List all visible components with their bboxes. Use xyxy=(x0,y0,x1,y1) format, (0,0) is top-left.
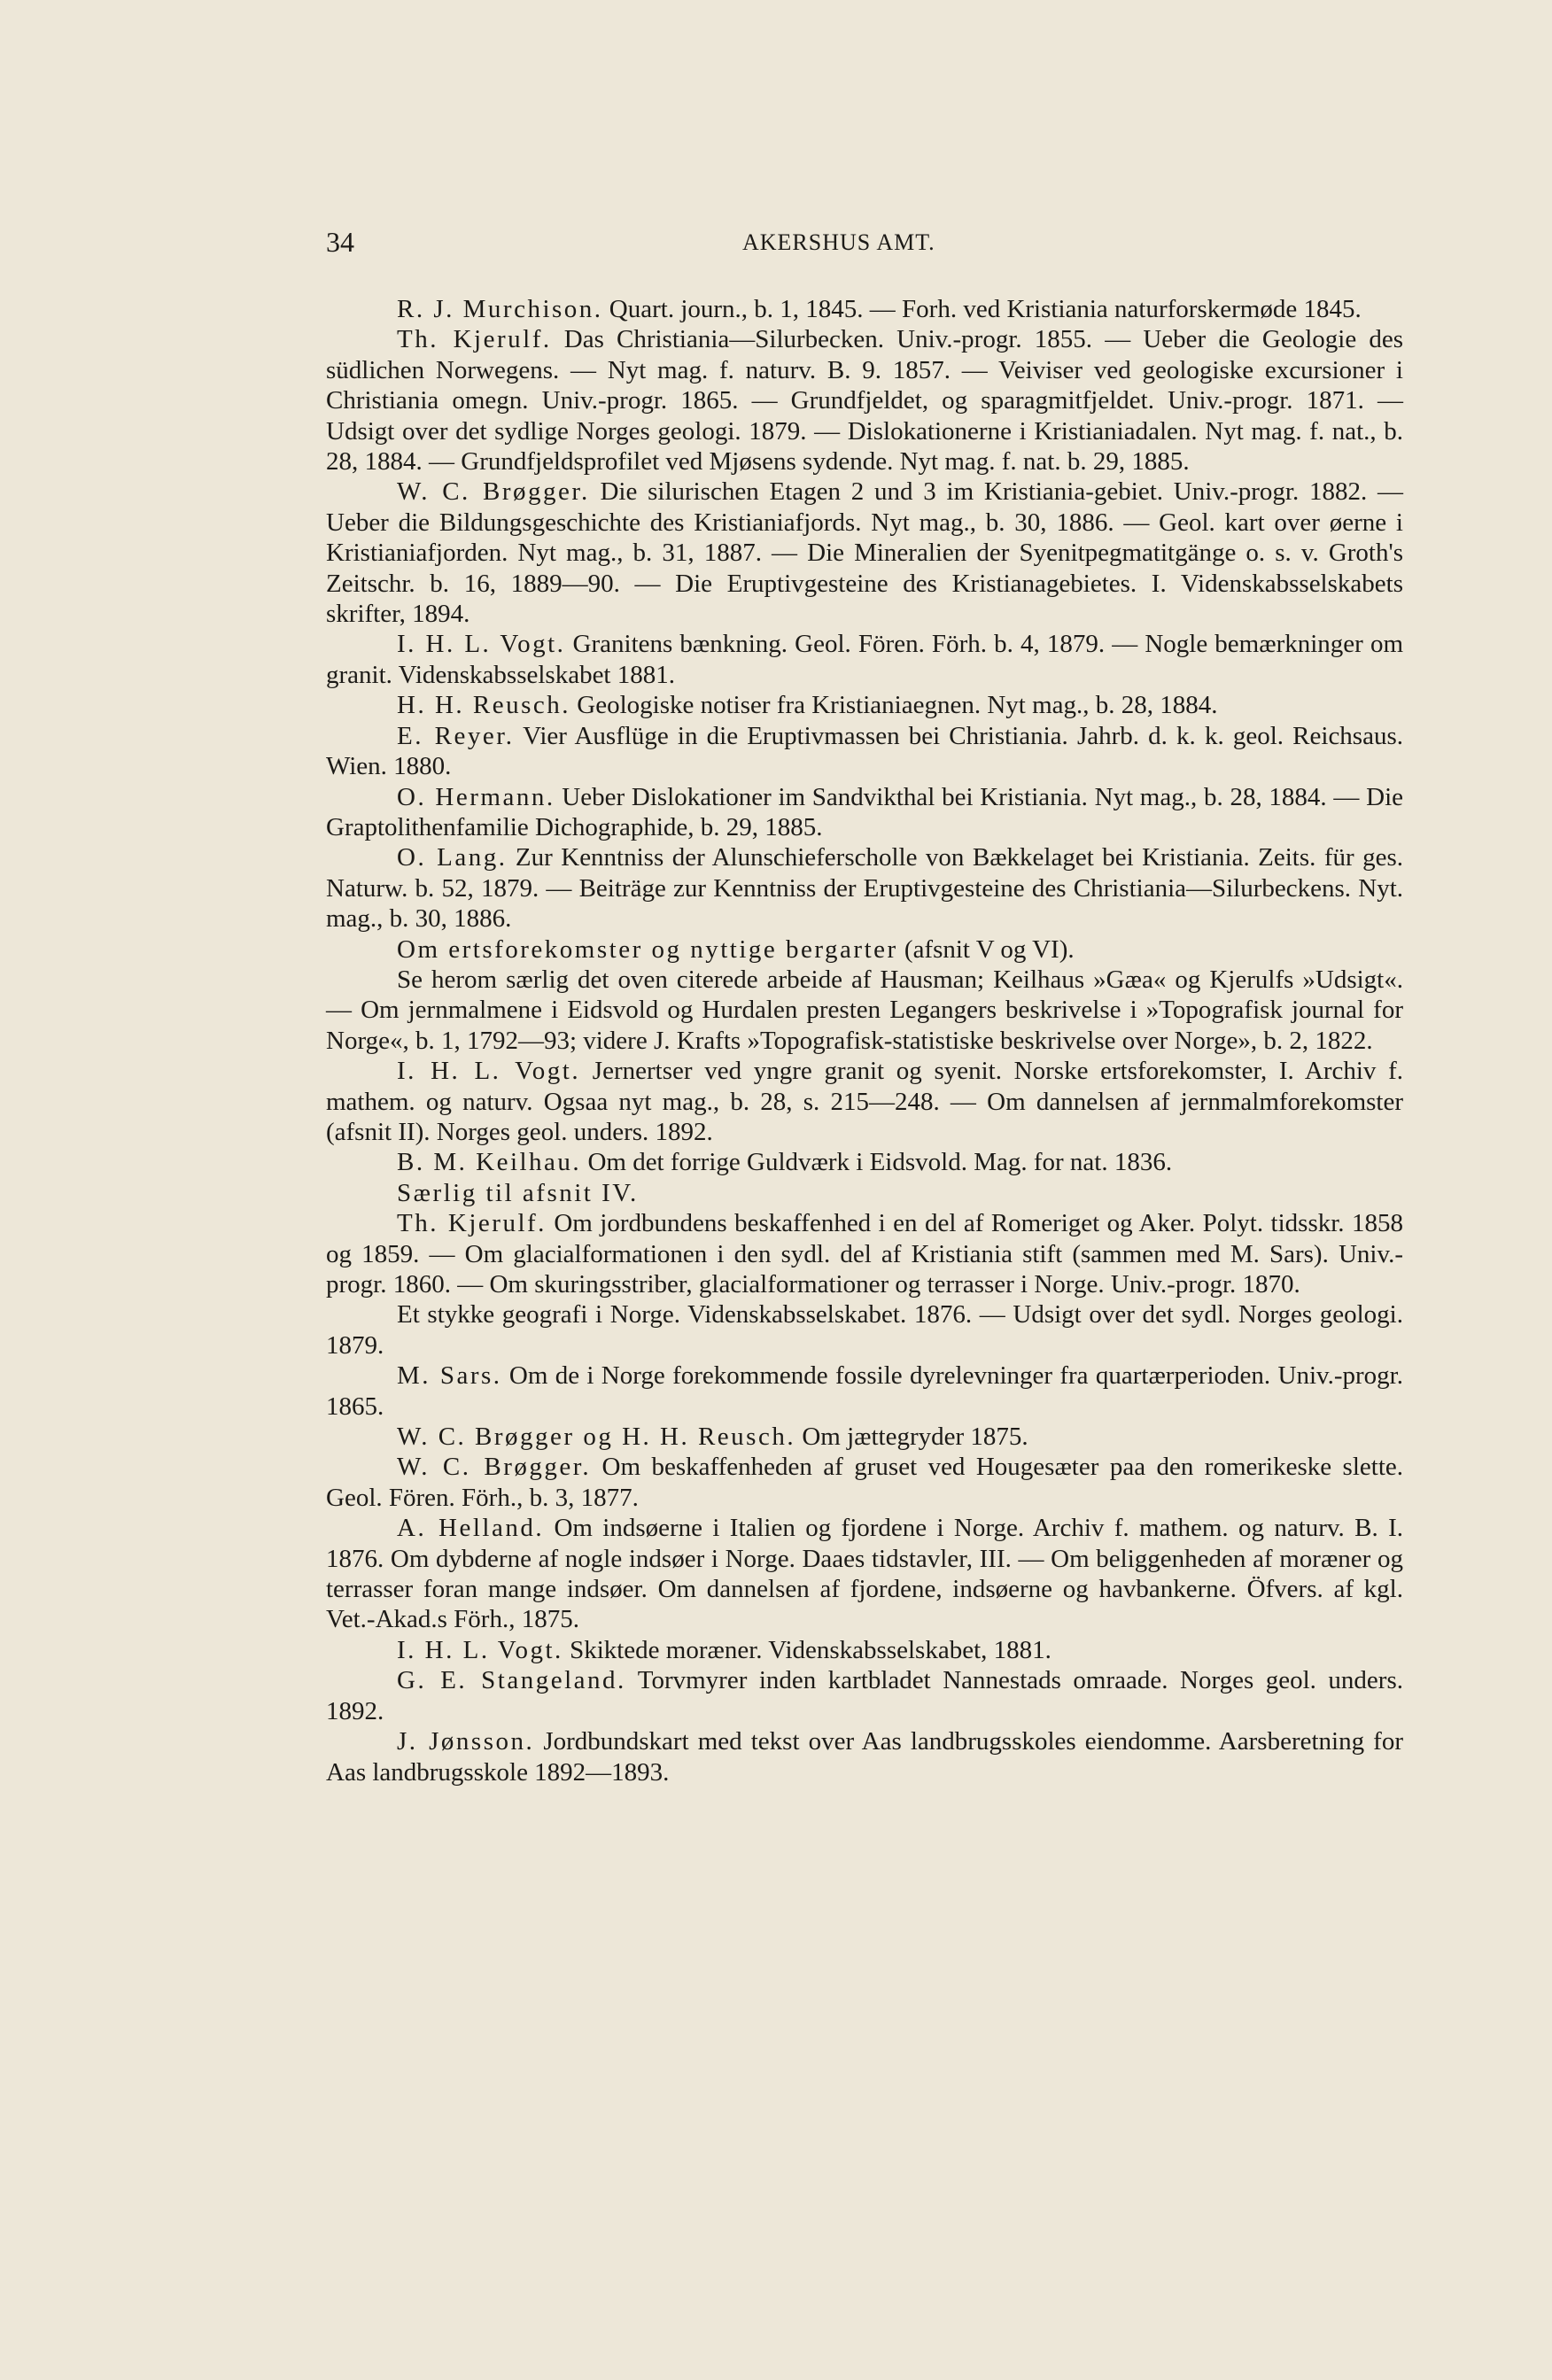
entry-author: E. Reyer. xyxy=(397,721,515,750)
entry-author: R. J. Murchison. xyxy=(397,295,603,323)
bibliography-entry xyxy=(326,842,1403,934)
entry-author: O. Lang. xyxy=(397,843,508,872)
entry-author: G. E. Stangeland. xyxy=(397,1666,626,1695)
entry-text: Skiktede moræner. Videnskabsselskabet, 1881. xyxy=(563,1635,1051,1664)
entry-text: Geologiske notiser fra Kristianiaegnen. Nyt mag., b. 28, 1884. xyxy=(570,691,1218,720)
bibliography-entry xyxy=(326,690,1403,720)
entry-text: Vier Ausflüge in die Eruptivmassen bei Christiania. Jahrb. d. k. k. geol. Reichsaus. Wien. 1880. xyxy=(326,721,1404,781)
entry-author: J. Jønsson. xyxy=(397,1727,535,1756)
running-head: AKERSHUS AMT. xyxy=(742,229,935,255)
bibliography-entry xyxy=(326,629,1403,690)
entry-author: M. Sars. xyxy=(397,1361,502,1391)
bibliography-entry xyxy=(326,1361,1403,1422)
bibliography-entry xyxy=(326,294,1403,324)
entry-author: W. C. Brøgger og H. H. Reusch. xyxy=(397,1423,796,1452)
entry-text: Om beskaffenheden af gruset ved Hougesæter paa den romerikeske slette. Geol. Fören. Förh., b. 3, 1877. xyxy=(326,1453,1403,1512)
entry-text: Ueber Dislokationer im Sandvikthal bei Kristiania. Nyt mag., b. 28, 1884. — Die Graptolithenfamilie Dichographide, b. 29, 1885. xyxy=(326,782,1403,841)
entry-author: I. H. L. Vogt. xyxy=(397,630,566,659)
section-heading-text: Om ertsforekomster og nyttige bergarter xyxy=(397,934,898,964)
entry-text: Om indsøerne i Italien og fjordene i Norge. Archiv f. mathem. og naturv. B. I. 1876. Om dybderne af nogle indsøer i Norge. Daaes tidstavler, III. — Om beliggenheden af moræner og terrasser foran mange indsøer. Om dannelsen af fjordene, indsøerne og havbankerne. Öfvers. af kgl. Vet.-Akad.s Förh., 1875. xyxy=(326,1514,1403,1634)
entry-text: Om de i Norge forekommende fossile dyrelevninger fra quartærperioden. Univ.-progr. 1865. xyxy=(326,1361,1403,1421)
entry-text: Jordbundskart med tekst over Aas landbrugsskoles eiendomme. Aarsberetning for Aas landbrugsskole 1892—1893. xyxy=(326,1727,1403,1787)
entry-author: I. H. L. Vogt. xyxy=(397,1057,581,1086)
entry-text: Et stykke geografi i Norge. Videnskabsselskabet. 1876. — Udsigt over det sydl. Norges geologi. 1879. xyxy=(326,1300,1403,1360)
bibliography-entry xyxy=(326,1422,1403,1452)
bibliography-entry xyxy=(326,477,1403,629)
entry-author: W. C. Brøgger. xyxy=(397,477,590,507)
entry-author: I. H. L. Vogt. xyxy=(397,1635,563,1664)
entry-text: Granitens bænkning. Geol. Fören. Förh. b. 4, 1879. — Nogle bemærkninger om granit. Videnskabsselskabet 1881. xyxy=(326,630,1403,689)
entry-author: W. C. Brøgger. xyxy=(397,1453,592,1482)
entry-author: Th. Kjerulf. xyxy=(397,325,552,354)
page-number: 34 xyxy=(326,226,354,258)
bibliography-entry xyxy=(326,324,1403,477)
bibliography-entry xyxy=(326,1665,1403,1726)
entry-text: Jernertser ved yngre granit og syenit. Norske ertsforekomster, I. Archiv f. mathem. og naturv. Ogsaa nyt mag., b. 28, s. 215—248. — Om dannelsen af jernmalmforekomster (afsnit II). Norges geol. unders. 1892. xyxy=(326,1057,1403,1146)
bibliography-entry xyxy=(326,1208,1403,1299)
entry-author: O. Hermann. xyxy=(397,782,555,811)
section-heading-note: (afsnit V og VI). xyxy=(897,934,1075,964)
bibliography-text xyxy=(326,294,1403,1787)
entry-text: Om det forrige Guldværk i Eidsvold. Mag. for nat. 1836. xyxy=(581,1148,1173,1177)
entry-text: Om jættegryder 1875. xyxy=(795,1423,1028,1452)
entry-text: Se herom særlig det oven citerede arbeide af Hausman; Keilhaus »Gæa« og Kjerulfs »Udsigt«. — Om jernmalmene i Eidsvold og Hurdalen presten Legangers beskrivelse i »Topografisk journal for Norge«, b. 1, 1792—93; videre J. Krafts »Topografisk-statistiske beskrivelse over Norge», b. 2, 1822. xyxy=(326,965,1403,1055)
bibliography-entry xyxy=(326,1147,1403,1177)
bibliography-entry xyxy=(326,1056,1403,1147)
bibliography-entry xyxy=(326,1513,1403,1635)
bibliography-entry xyxy=(326,1299,1403,1361)
section-heading xyxy=(326,934,1403,965)
entry-text: Quart. journ., b. 1, 1845. — Forh. ved Kristiania naturforskermøde 1845. xyxy=(602,295,1362,323)
bibliography-entry xyxy=(326,721,1403,782)
entry-author: A. Helland. xyxy=(397,1514,545,1543)
entry-author: H. H. Reusch. xyxy=(397,691,571,720)
entry-text: Zur Kenntniss der Alunschieferscholle von Bækkelaget bei Kristiania. Zeits. für ges. Naturw. b. 52, 1879. — Beiträge zur Kenntniss der Eruptivgesteine des Christiania—Silurbeckens. Nyt. mag., b. 30, 1886. xyxy=(326,843,1404,934)
section-heading-text: Særlig til afsnit IV. xyxy=(397,1178,639,1207)
entry-text: Torvmyrer inden kartbladet Nannestads omraade. Norges geol. unders. 1892. xyxy=(326,1666,1403,1725)
entry-text: Das Christiania—Silurbecken. Univ.-progr. 1855. — Ueber die Geologie des südlichen Norwegens. — Nyt mag. f. naturv. B. 9. 1857. — Veiviser ved geologiske excursioner i Christiania omegn. Univ.-progr. 1865. — Grundfjeldet, og sparagmitfjeldet. Univ.-progr. 1871. — Udsigt over det sydlige Norges geologi. 1879. — Dislokationerne i Kristianiadalen. Nyt mag. f. nat., b. 28, 1884. — Grundfjeldsprofilet ved Mjøsens sydende. Nyt mag. f. nat. b. 29, 1885. xyxy=(326,325,1403,477)
bibliography-entry xyxy=(326,1452,1403,1513)
entry-author: Th. Kjerulf. xyxy=(397,1209,547,1238)
bibliography-entry xyxy=(326,1635,1403,1665)
bibliography-entry xyxy=(326,782,1403,843)
bibliography-entry xyxy=(326,965,1403,1056)
entry-text: Die silurischen Etagen 2 und 3 im Kristiania-gebiet. Univ.-progr. 1882. — Ueber die Bildungsgeschichte des Kristianiafjords. Nyt mag., b. 30, 1886. — Geol. kart over øerne i Kristianiafjorden. Nyt mag., b. 31, 1887. — Die Mineralien der Syenitpegmatitgänge o. s. v. Groth's Zeitschr. b. 16, 1889—90. — Die Eruptivgesteine des Kristianagebietes. I. Videnskabsselskabets skrifter, 1894. xyxy=(326,477,1403,629)
entry-text: Om jordbundens beskaffenhed i en del af Romeriget og Aker. Polyt. tidsskr. 1858 og 1859. — Om glacialformationen i den sydl. del af Kristiania stift (sammen med M. Sars). Univ.-progr. 1860. — Om skuringsstriber, glacialformationer og terrasser i Norge. Univ.-progr. 1870. xyxy=(326,1209,1403,1299)
entry-author: B. M. Keilhau. xyxy=(397,1148,582,1177)
page-header xyxy=(326,226,1403,261)
section-heading xyxy=(326,1178,1403,1208)
bibliography-entry xyxy=(326,1726,1403,1787)
